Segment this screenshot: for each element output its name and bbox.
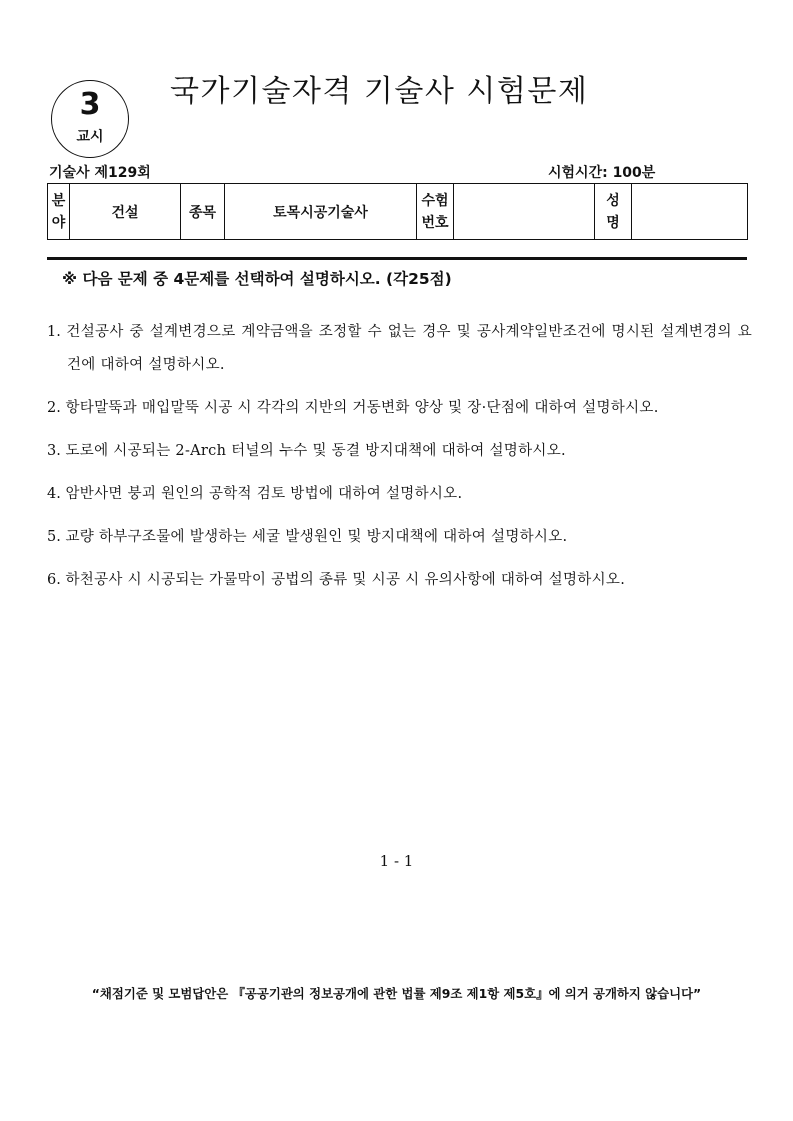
instruction-text: ※ 다음 문제 중 4문제를 선택하여 설명하시오. (각25점) [62,270,452,288]
question-number: 4. [47,486,61,502]
examno-label-1: 수험 [421,192,449,209]
item-label: 종목 [181,184,225,240]
page-number: 1 - 1 [379,852,414,870]
name-label-cell [595,184,632,240]
name-label-1: 성 [606,192,620,209]
question-number: 1. [47,324,61,340]
question-item [47,564,752,597]
examno-value[interactable] [454,184,595,240]
question-item [47,478,752,511]
question-text: 항타말뚝과 매입말뚝 시공 시 각각의 지반의 거동변화 양상 및 장·단점에 대하여 설명하시오. [65,400,659,416]
question-number: 3. [47,443,61,459]
question-text: 도로에 시공되는 2-Arch 터널의 누수 및 동결 방지대책에 대하여 설명하시오. [65,443,566,459]
exam-round: 기술사 제129회 [49,165,151,181]
item-value: 토목시공기술사 [225,184,417,240]
question-text: 건설공사 중 설계변경으로 계약금액을 조정할 수 없는 경우 및 공사계약일반조건에 명시된 설계변경의 요건에 대하여 설명하시오. [66,324,753,373]
question-item [47,392,752,425]
exam-time: 시험시간: 100분 [548,165,656,181]
examno-label-2: 번호 [421,214,449,231]
question-number: 6. [47,572,61,588]
disclosure-notice: “채점기준 및 모범답안은 『공공기관의 정보공개에 관한 법률 제9조 제1항 제5호』에 의거 공개하지 않습니다” [91,986,702,1001]
question-list [47,316,752,607]
question-text: 교량 하부구조물에 발생하는 세굴 발생원인 및 방지대책에 대하여 설명하시오. [65,529,568,545]
question-number: 2. [47,400,61,416]
question-text: 하천공사 시 시공되는 가물막이 공법의 종류 및 시공 시 유의사항에 대하여 설명하시오. [65,572,626,588]
question-item [47,316,752,382]
exam-info-table [47,183,748,240]
name-label-2: 명 [606,214,620,231]
period-label: 교시 [76,129,104,145]
question-item [47,435,752,468]
period-badge [51,80,129,158]
page-title: 국가기술자격 기술사 시험문제 [170,74,589,109]
name-value[interactable] [632,184,748,240]
field-value: 건설 [70,184,181,240]
field-label-2: 야 [51,214,66,231]
section-divider [47,257,747,260]
field-label-cell [48,184,70,240]
period-number: 3 [79,87,101,122]
question-number: 5. [47,529,61,545]
field-label-1: 분 [51,192,66,209]
examno-label-cell [417,184,454,240]
question-item [47,521,752,554]
question-text: 암반사면 붕괴 원인의 공학적 검토 방법에 대하여 설명하시오. [65,486,463,502]
